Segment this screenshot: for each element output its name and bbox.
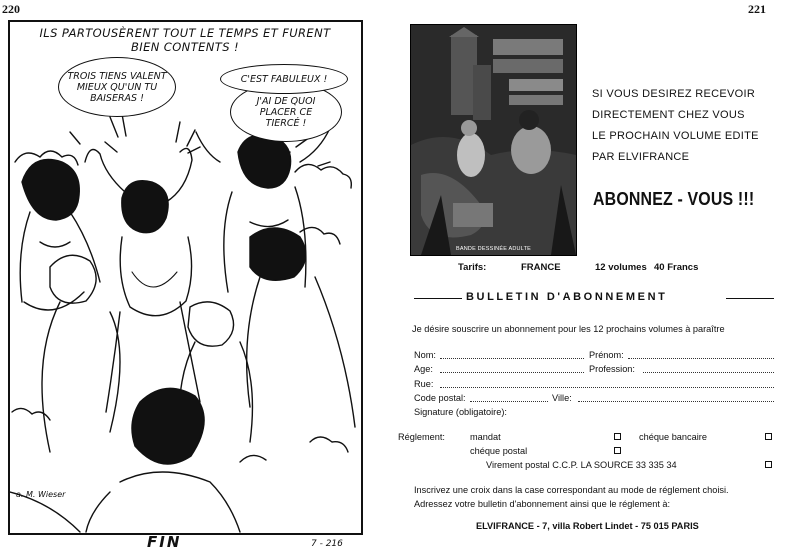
page-number-left: 220: [2, 2, 20, 16]
comic-panel: [8, 20, 363, 535]
narration-caption: [20, 26, 350, 54]
bulletin-title: BULLETIN D'ABONNEMENT: [466, 291, 668, 303]
age-field[interactable]: [440, 364, 584, 373]
bubble-1-line-2: MIEUX QU'UN TU: [76, 81, 158, 93]
page-reference: 7 - 216: [311, 539, 343, 549]
age-label: Age:: [414, 364, 433, 374]
cheque-postal-checkbox[interactable]: [614, 447, 621, 454]
bulletin-intro: Je désire souscrire un abonnement pour les 12 prochains volumes à paraître: [412, 324, 725, 334]
cover-illustration: [411, 25, 576, 255]
prenom-label: Prénom:: [589, 350, 624, 360]
title-rule-right: [726, 298, 774, 299]
prenom-field[interactable]: [628, 350, 774, 359]
cover-caption: BANDE DESSINÉE ADULTE: [455, 246, 531, 252]
bubble-3-line-2: PLACER CE: [259, 106, 313, 118]
promo-line-4: PAR ELVIFRANCE: [592, 151, 690, 163]
speech-bubble-three: [58, 57, 176, 117]
nom-label: Nom:: [414, 350, 436, 360]
signature-label: Signature (obligatoire):: [414, 407, 507, 417]
page-number-right: 221: [748, 2, 766, 16]
profession-label: Profession:: [589, 364, 635, 374]
rue-field[interactable]: [440, 379, 774, 388]
subscribe-headline: ABONNEZ - VOUS !!!: [593, 188, 755, 209]
nom-field[interactable]: [440, 350, 584, 359]
bubble-3-line-3: TIERCÉ !: [265, 117, 307, 129]
bubble-3-line-1: J'AI DE QUOI: [256, 95, 316, 107]
speech-bubble-fabuleux: [220, 64, 348, 94]
promo-line-2: DIRECTEMENT CHEZ VOUS: [592, 109, 745, 121]
mandat-label: mandat: [470, 432, 501, 442]
tarifs-price: 40 Francs: [654, 262, 699, 273]
reglement-label: Réglement:: [398, 432, 445, 442]
bubble-1-line-3: BAISERAS !: [90, 92, 144, 104]
tarifs-country: FRANCE: [521, 262, 561, 273]
ville-label: Ville:: [552, 393, 572, 403]
narration-line-2: BIEN CONTENTS !: [131, 40, 239, 54]
tarifs-label: Tarifs:: [458, 262, 487, 273]
tarifs-volumes: 12 volumes: [595, 262, 647, 273]
book-cover-image: [410, 24, 577, 256]
profession-field[interactable]: [643, 364, 774, 373]
artist-signature: a. M. Wieser: [16, 490, 66, 499]
promo-text: [592, 84, 759, 168]
instruction-line-2: Adressez votre bulletin d'abonnement ainsi que le réglement à:: [414, 499, 671, 509]
fin-label: FIN: [147, 533, 182, 551]
instruction-line-1: Inscrivez une croix dans la case correspondant au mode de réglement choisi.: [414, 485, 729, 495]
code-postal-label: Code postal:: [414, 393, 466, 403]
cheque-bancaire-label: chéque bancaire: [639, 432, 707, 442]
bubble-1-line-1: TROIS TIENS VALENT: [67, 70, 167, 82]
ville-field[interactable]: [578, 393, 774, 402]
virement-label: Virement postal C.C.P. LA SOURCE 33 335 34: [486, 460, 677, 470]
mandat-checkbox[interactable]: [614, 433, 621, 440]
cheque-postal-label: chéque postal: [470, 446, 528, 456]
code-postal-field[interactable]: [470, 393, 548, 402]
title-rule-left: [414, 298, 462, 299]
narration-line-1: ILS PARTOUSÈRENT TOUT LE TEMPS ET FURENT: [39, 26, 331, 40]
bubble-2-text: C'EST FABULEUX !: [240, 73, 328, 85]
virement-checkbox[interactable]: [765, 461, 772, 468]
publisher-address: ELVIFRANCE - 7, villa Robert Lindet - 75 015 PARIS: [476, 521, 699, 531]
rue-label: Rue:: [414, 379, 434, 389]
promo-line-3: LE PROCHAIN VOLUME EDITE: [592, 130, 759, 142]
promo-line-1: SI VOUS DESIREZ RECEVOIR: [592, 88, 756, 100]
cheque-bancaire-checkbox[interactable]: [765, 433, 772, 440]
